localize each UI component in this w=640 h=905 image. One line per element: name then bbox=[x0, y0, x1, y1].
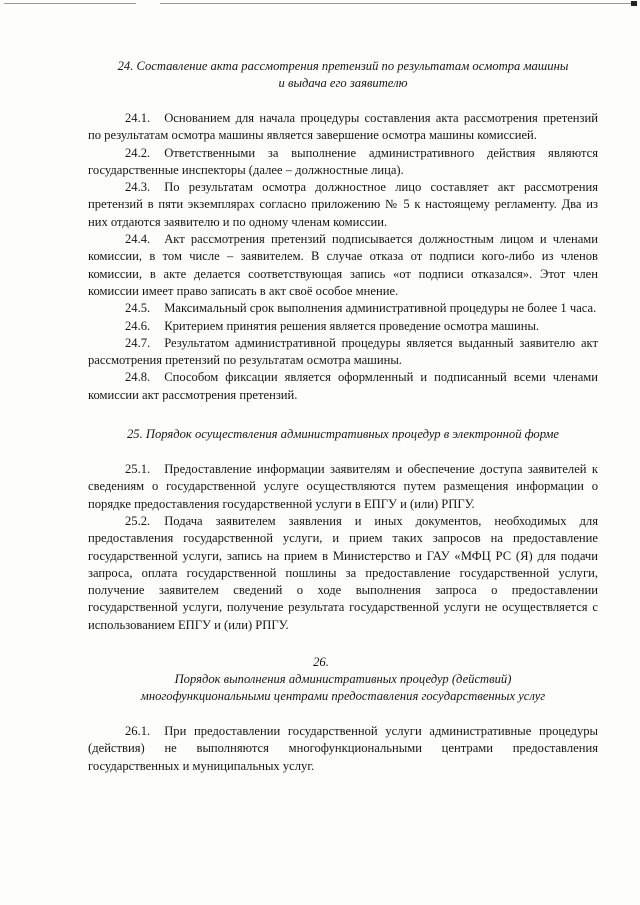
section-26-heading bbox=[88, 654, 598, 705]
paragraph-number: 24.5. bbox=[125, 301, 151, 316]
paragraph-number: 24.3. bbox=[125, 180, 151, 195]
paragraph-24-1 bbox=[88, 110, 598, 145]
paragraph-number: 24.1. bbox=[125, 111, 151, 125]
paragraph-number: 25.2. bbox=[125, 513, 151, 528]
heading-line: Порядок выполнения административных процедур (действий) bbox=[174, 672, 512, 687]
heading-first-line bbox=[88, 654, 598, 688]
paragraph-text: Способом фиксации является оформленный и подписанный всеми членами комиссии акт рассмотрения претензий. bbox=[88, 370, 598, 402]
heading-line: 24. Составление акта рассмотрения претензий по результатам осмотра машины bbox=[117, 59, 569, 73]
scan-corner-mark bbox=[631, 1, 637, 6]
paragraph-number: 24.2. bbox=[125, 145, 151, 160]
paragraph-24-4 bbox=[88, 231, 598, 300]
heading-line: и выдача его заявителю bbox=[278, 76, 408, 90]
paragraph-24-2 bbox=[88, 145, 598, 180]
section-25-heading bbox=[88, 426, 598, 443]
paragraph-number: 25.1. bbox=[125, 462, 151, 477]
paragraph-text: Основанием для начала процедуры составления акта рассмотрения претензий по результатам осмотра машины является завершение осмотра машины комиссией. bbox=[88, 111, 598, 143]
paragraph-text: Ответственными за выполнение административного действия являются государственные инспекторы (далее – должностные лица). bbox=[88, 145, 598, 177]
paragraph-number: 24.6. bbox=[125, 318, 151, 333]
paragraph-text: По результатам осмотра должностное лицо составляет акт рассмотрения претензий в пяти экземплярах согласно приложению № 5 к настоящему регламенту. Два из них отдаются заявителю и по одному членам комиссии. bbox=[88, 180, 598, 229]
paragraph-26-1 bbox=[88, 723, 598, 775]
heading-number: 26. bbox=[313, 655, 329, 670]
document-page bbox=[88, 58, 598, 775]
heading-line: многофункциональными центрами предоставления государственных услуг bbox=[140, 689, 546, 704]
scan-border-gap bbox=[136, 2, 160, 5]
paragraph-text: Критерием принятия решения является проведение осмотра машины. bbox=[164, 318, 540, 333]
scan-top-border bbox=[4, 3, 636, 4]
paragraph-number: 24.4. bbox=[125, 232, 151, 247]
paragraph-24-7 bbox=[88, 335, 598, 370]
section-24-heading bbox=[88, 58, 598, 92]
paragraph-24-3 bbox=[88, 179, 598, 231]
paragraph-number: 26.1. bbox=[125, 724, 151, 739]
paragraph-text: Максимальный срок выполнения административной процедуры не более 1 часа. bbox=[164, 301, 597, 316]
paragraph-number: 24.8. bbox=[125, 370, 151, 385]
paragraph-text: Предоставление информации заявителям и обеспечение доступа заявителей к сведениям о государственной услуге осуществляются путем размещения информации о порядке предоставления государственной услуги в ЕПГУ и (или) РПГУ. bbox=[88, 462, 598, 511]
heading-line: 25. Порядок осуществления административных процедур в электронной форме bbox=[126, 427, 560, 442]
paragraph-number: 24.7. bbox=[125, 335, 151, 350]
paragraph-24-8 bbox=[88, 369, 598, 404]
paragraph-24-5 bbox=[88, 300, 598, 317]
paragraph-text: Результатом административной процедуры является выданный заявителю акт рассмотрения претензий по результатам осмотра машины. bbox=[88, 335, 598, 368]
paragraph-24-6 bbox=[88, 318, 598, 335]
paragraph-text: Акт рассмотрения претензий подписывается должностным лицом и членами комиссии, в том числе – заявителем. В случае отказа от подписи кого-либо из членов комиссии, в акте делается соответствующая запись «от подписи отказался». Этот член комиссии имеет право записать в акт своё особое мнение. bbox=[88, 232, 598, 298]
paragraph-text: При предоставлении государственной услуги административные процедуры (действия) не выполняются многофункциональными центрами предоставления государственных и муниципальных услуг. bbox=[88, 724, 598, 773]
paragraph-25-1 bbox=[88, 461, 598, 513]
paragraph-25-2 bbox=[88, 513, 598, 634]
paragraph-text: Подача заявителем заявления и иных документов, необходимых для предоставления государственной услуги, и прием таких запросов на предоставление государственной услуги, запись на прием в Министерство и ГАУ «МФЦ РС (Я) для подачи запроса, оплата государственной пошлины за предоставление государственной услуги, получение заявителем сведений о ходе выполнения запроса о предоставлении государственной услуги, получение результата государственной услуги не осуществляется с использованием ЕПГУ и (или) РПГУ. bbox=[88, 513, 598, 632]
